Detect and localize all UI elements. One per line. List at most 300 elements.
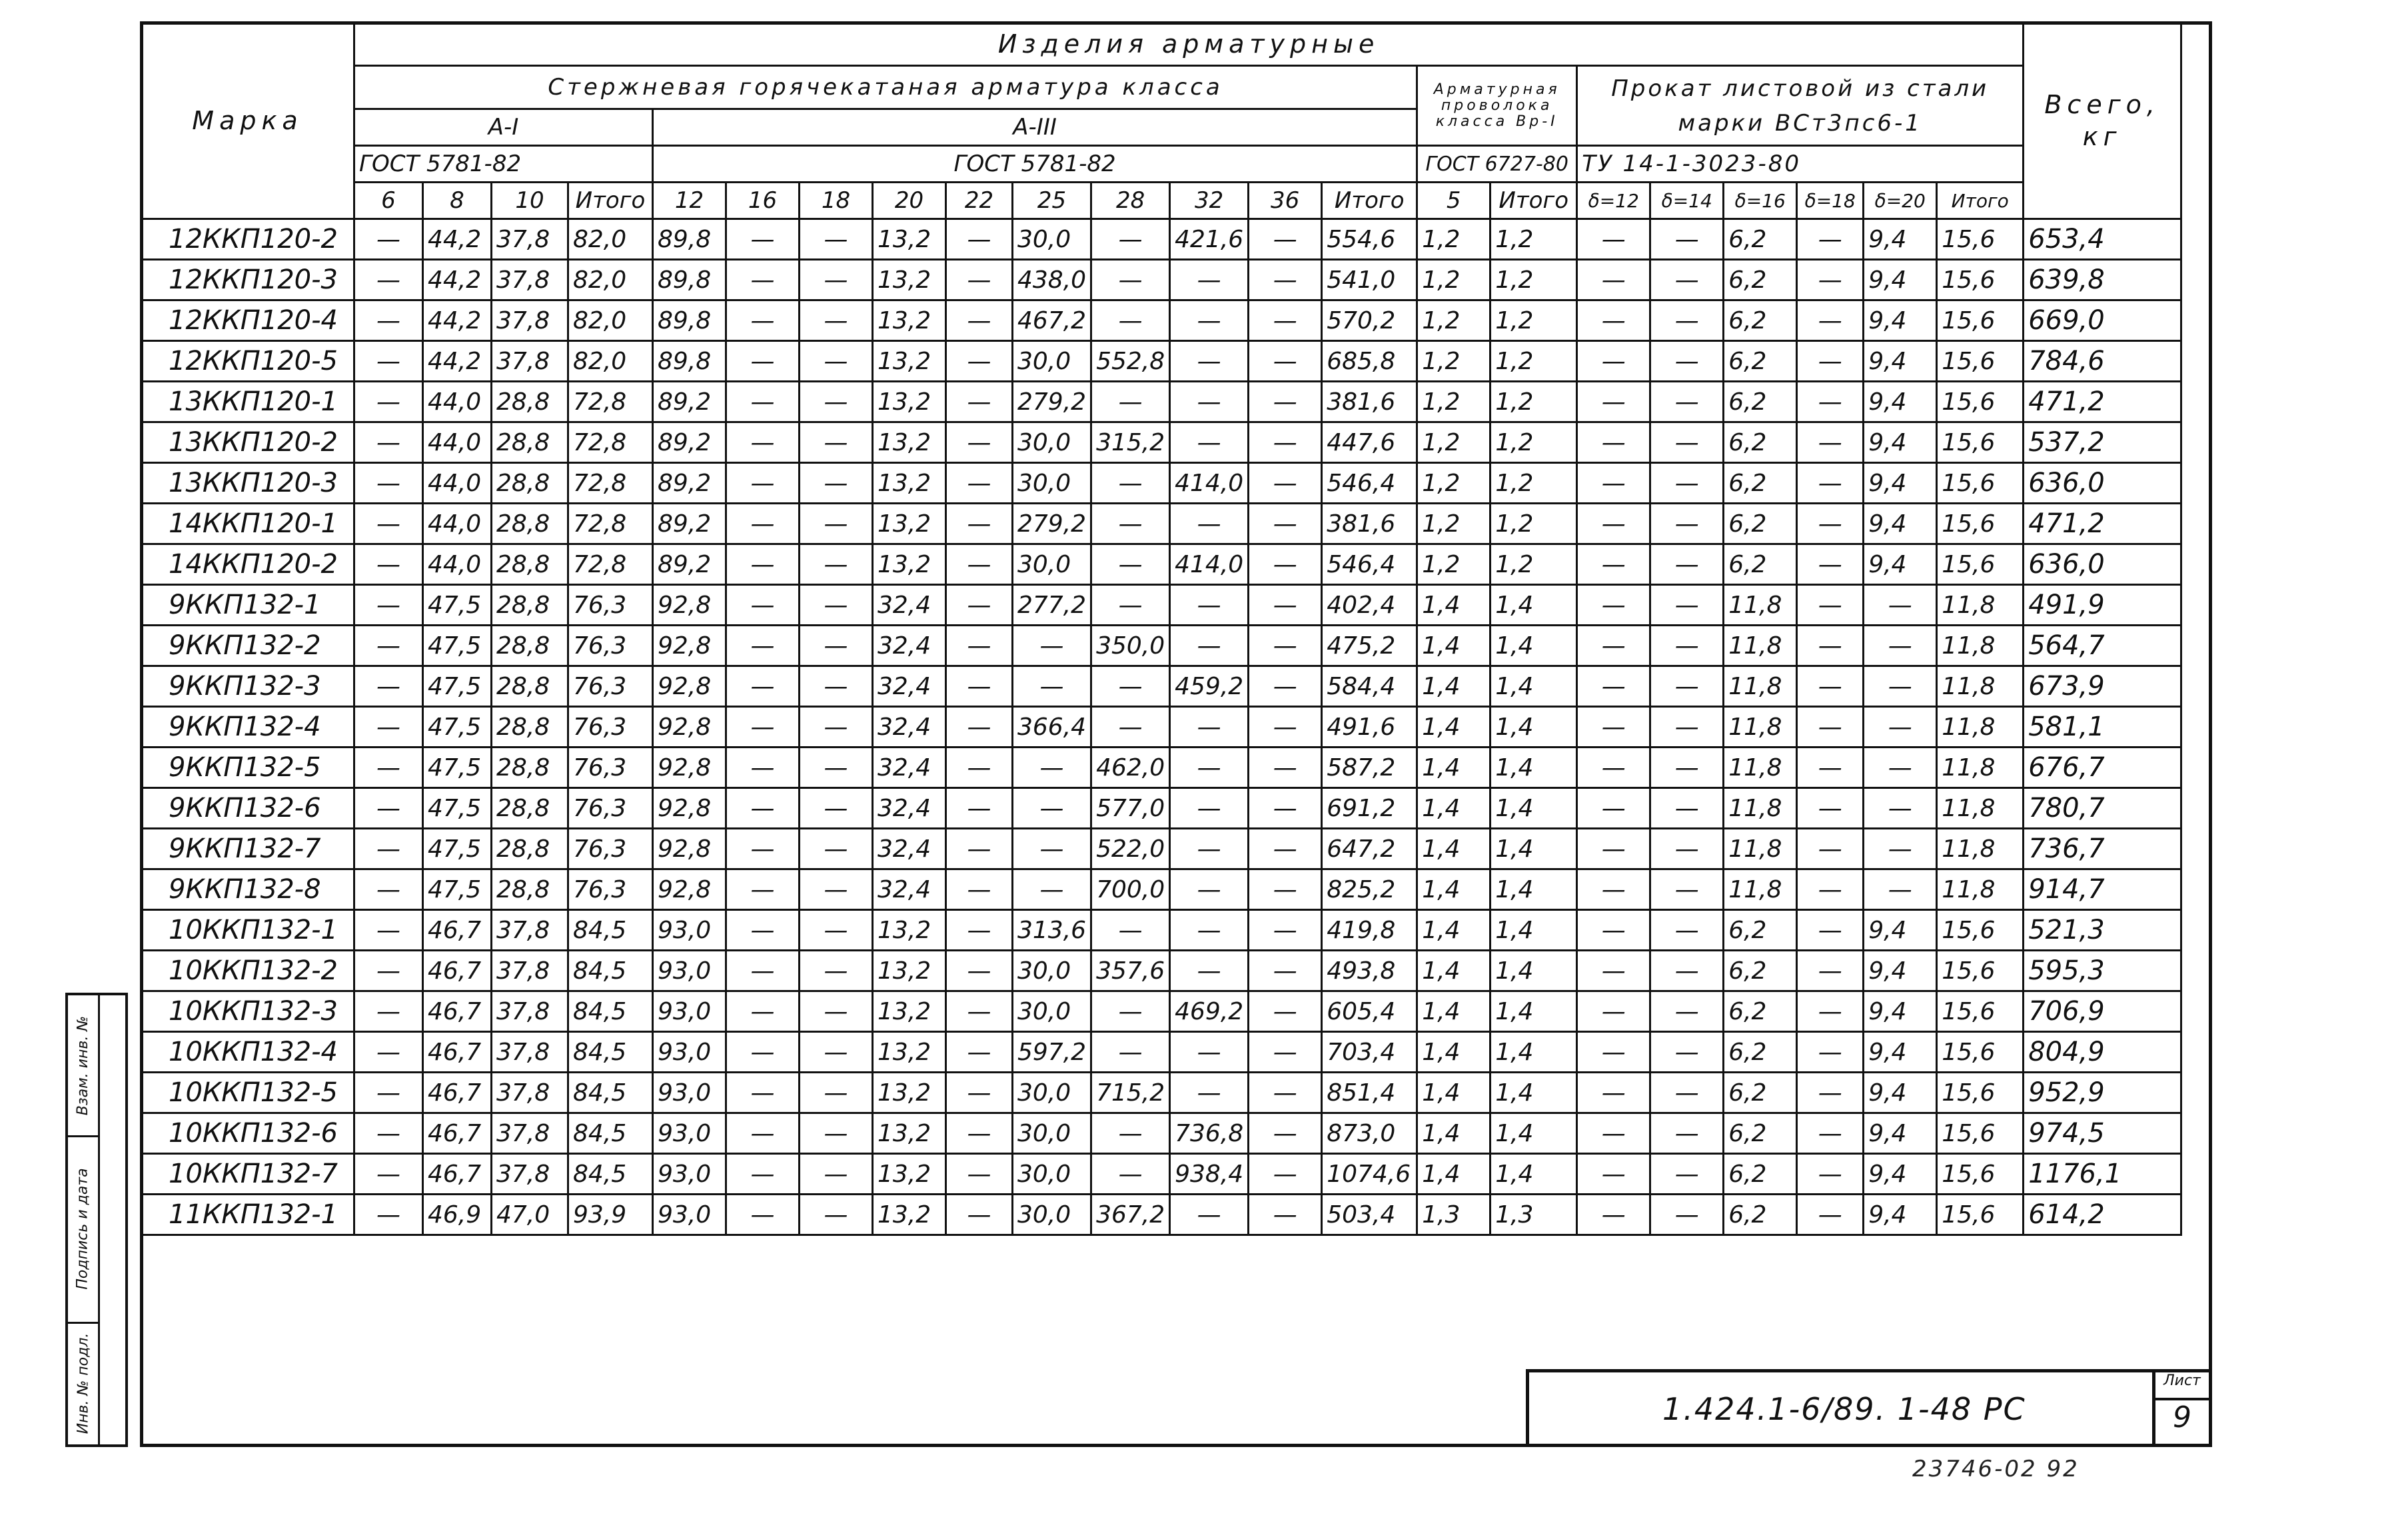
column-header-wire-1: Итого [1491, 183, 1577, 219]
column-header-a3-5: 25 [1013, 183, 1091, 219]
table-row [141, 422, 2181, 463]
table-cell: 1,2 [1417, 382, 1491, 422]
table-cell: 47,5 [423, 748, 492, 788]
table-cell: — [1249, 748, 1322, 788]
table-cell: — [946, 260, 1013, 300]
table-cell: 447,6 [1322, 422, 1417, 463]
row-total-kg: 804,9 [2024, 1032, 2181, 1073]
row-total-kg: 914,7 [2024, 869, 2181, 910]
table-cell: 72,8 [568, 504, 653, 544]
table-cell: — [1091, 991, 1170, 1032]
table-cell: 89,8 [653, 260, 726, 300]
table-cell: 84,5 [568, 1032, 653, 1073]
table-cell: 32,4 [873, 626, 946, 666]
table-cell: 736,8 [1170, 1113, 1249, 1154]
table-cell: — [1091, 544, 1170, 585]
side-approval-stamp [65, 993, 128, 1447]
row-marka: 9ККП132-6 [141, 788, 354, 829]
header-gost-a1: ГОСТ 5781-82 [354, 146, 653, 183]
table-cell: — [1170, 869, 1249, 910]
table-cell: — [800, 666, 873, 707]
table-cell: — [800, 829, 873, 869]
table-cell: 414,0 [1170, 463, 1249, 504]
table-cell: — [1249, 951, 1322, 991]
row-marka: 9ККП132-4 [141, 707, 354, 748]
table-cell: 84,5 [568, 991, 653, 1032]
table-cell: — [800, 585, 873, 626]
table-cell: — [1650, 788, 1724, 829]
table-cell: 76,3 [568, 707, 653, 748]
table-cell: 15,6 [1937, 544, 2024, 585]
table-cell: 1,4 [1491, 910, 1577, 951]
table-cell: — [1797, 422, 1864, 463]
table-cell: 15,6 [1937, 260, 2024, 300]
table-row [141, 951, 2181, 991]
table-cell: — [1797, 991, 1864, 1032]
table-cell: — [354, 1195, 423, 1235]
table-cell: 1,4 [1491, 1073, 1577, 1113]
column-header-a1-3: Итого [568, 183, 653, 219]
table-cell: — [354, 504, 423, 544]
archive-number: 23746-02 92 [1912, 1456, 2080, 1482]
column-header-plate-1: δ=14 [1650, 183, 1724, 219]
table-cell: 15,6 [1937, 341, 2024, 382]
table-cell: 89,8 [653, 300, 726, 341]
table-cell: 1,4 [1417, 748, 1491, 788]
table-cell: 46,7 [423, 1113, 492, 1154]
table-cell: — [1650, 504, 1724, 544]
table-cell: 76,3 [568, 748, 653, 788]
table-cell: — [1249, 300, 1322, 341]
table-cell: — [946, 1154, 1013, 1195]
title-block [1526, 1369, 2212, 1447]
row-marka: 9ККП132-2 [141, 626, 354, 666]
table-cell: — [1170, 300, 1249, 341]
table-cell: — [1577, 1154, 1650, 1195]
table-row [141, 869, 2181, 910]
table-cell: 6,2 [1724, 300, 1797, 341]
table-cell: 44,0 [423, 504, 492, 544]
table-cell: — [1650, 463, 1724, 504]
table-cell: 37,8 [492, 991, 568, 1032]
row-marka: 11ККП132-1 [141, 1195, 354, 1235]
table-cell: 277,2 [1013, 585, 1091, 626]
table-cell: — [1797, 1113, 1864, 1154]
row-total-kg: 673,9 [2024, 666, 2181, 707]
row-total-kg: 669,0 [2024, 300, 2181, 341]
table-cell: 82,0 [568, 260, 653, 300]
table-cell: 9,4 [1864, 300, 1937, 341]
table-cell: 13,2 [873, 951, 946, 991]
column-header-plate-5: Итого [1937, 183, 2024, 219]
table-cell: — [1249, 422, 1322, 463]
table-cell: — [800, 1032, 873, 1073]
table-row [141, 788, 2181, 829]
row-total-kg: 780,7 [2024, 788, 2181, 829]
table-cell: — [946, 382, 1013, 422]
table-row [141, 1195, 2181, 1235]
table-cell: — [726, 910, 800, 951]
table-cell: 30,0 [1013, 1195, 1091, 1235]
table-cell: — [1650, 1195, 1724, 1235]
table-cell: 32,4 [873, 829, 946, 869]
table-cell: 1,2 [1491, 544, 1577, 585]
table-cell: — [1249, 1113, 1322, 1154]
table-cell: — [1577, 463, 1650, 504]
table-cell: 9,4 [1864, 260, 1937, 300]
table-row [141, 1113, 2181, 1154]
table-cell: 30,0 [1013, 463, 1091, 504]
table-cell: 37,8 [492, 1154, 568, 1195]
table-cell: 89,2 [653, 463, 726, 504]
table-cell: 13,2 [873, 219, 946, 260]
table-cell: 9,4 [1864, 910, 1937, 951]
table-cell: 462,0 [1091, 748, 1170, 788]
table-cell: — [1170, 707, 1249, 748]
table-cell: — [1797, 585, 1864, 626]
table-cell: — [800, 219, 873, 260]
table-cell: — [1650, 341, 1724, 382]
table-cell: 11,8 [1724, 829, 1797, 869]
table-cell: — [1650, 260, 1724, 300]
table-cell: — [1091, 219, 1170, 260]
table-cell: 1,2 [1491, 463, 1577, 504]
table-cell: — [800, 910, 873, 951]
table-cell: 9,4 [1864, 1195, 1937, 1235]
column-header-a3-7: 32 [1170, 183, 1249, 219]
table-cell: 89,8 [653, 219, 726, 260]
table-cell: 647,2 [1322, 829, 1417, 869]
table-cell: 491,6 [1322, 707, 1417, 748]
table-cell: — [1249, 341, 1322, 382]
header-rod-group: Стержневая горячекатаная арматура класса [354, 66, 1417, 109]
table-cell: — [1577, 748, 1650, 788]
table-cell: — [946, 544, 1013, 585]
table-cell: 92,8 [653, 869, 726, 910]
table-cell: 1,4 [1491, 585, 1577, 626]
table-cell: 493,8 [1322, 951, 1417, 991]
table-cell: 6,2 [1724, 910, 1797, 951]
table-cell: 92,8 [653, 707, 726, 748]
table-cell: 1,2 [1491, 341, 1577, 382]
table-cell: — [946, 666, 1013, 707]
table-cell: 279,2 [1013, 504, 1091, 544]
table-cell: 703,4 [1322, 1032, 1417, 1073]
table-cell: 30,0 [1013, 422, 1091, 463]
table-cell: 93,0 [653, 910, 726, 951]
spec-table-body [141, 219, 2181, 1235]
table-cell: — [726, 788, 800, 829]
row-marka: 10ККП132-7 [141, 1154, 354, 1195]
column-header-plate-0: δ=12 [1577, 183, 1650, 219]
table-row [141, 341, 2181, 382]
side-stamp-cell-replaced [68, 995, 98, 1137]
table-cell: — [1013, 788, 1091, 829]
table-row [141, 382, 2181, 422]
table-cell: — [946, 1032, 1013, 1073]
table-row [141, 1154, 2181, 1195]
table-cell: — [1650, 300, 1724, 341]
table-cell: — [800, 1154, 873, 1195]
table-cell: 76,3 [568, 829, 653, 869]
table-cell: — [1577, 829, 1650, 869]
table-cell: 37,8 [492, 1073, 568, 1113]
header-marka: Марка [141, 23, 354, 219]
table-cell: 315,2 [1091, 422, 1170, 463]
table-cell: — [726, 463, 800, 504]
table-cell: 584,4 [1322, 666, 1417, 707]
header-plate-tu: ТУ 14-1-3023-80 [1577, 146, 2024, 183]
table-cell: — [1650, 707, 1724, 748]
table-cell: — [946, 219, 1013, 260]
table-cell: 13,2 [873, 300, 946, 341]
table-cell: 32,4 [873, 788, 946, 829]
rebar-spec-table [140, 21, 2182, 1236]
table-cell: — [1091, 300, 1170, 341]
table-cell: 32,4 [873, 707, 946, 748]
table-cell: — [1650, 1073, 1724, 1113]
table-cell: — [1650, 626, 1724, 666]
table-cell: — [1650, 422, 1724, 463]
table-cell: — [1249, 1032, 1322, 1073]
table-cell: 597,2 [1013, 1032, 1091, 1073]
header-plate-group: Прокат листовой из стали марки ВСт3пс6-1 [1577, 66, 2024, 146]
table-cell: 6,2 [1724, 951, 1797, 991]
row-marka: 13ККП120-1 [141, 382, 354, 422]
table-row [141, 910, 2181, 951]
table-cell: 9,4 [1864, 951, 1937, 991]
table-cell: 13,2 [873, 1154, 946, 1195]
table-cell: 577,0 [1091, 788, 1170, 829]
table-cell: — [1650, 748, 1724, 788]
table-cell: 37,8 [492, 1113, 568, 1154]
table-cell: 84,5 [568, 951, 653, 991]
table-cell: 421,6 [1170, 219, 1249, 260]
table-cell: — [1013, 829, 1091, 869]
table-cell: 47,5 [423, 666, 492, 707]
table-cell: 554,6 [1322, 219, 1417, 260]
table-cell: 1,4 [1417, 829, 1491, 869]
table-cell: 1,4 [1417, 1032, 1491, 1073]
table-cell: 30,0 [1013, 951, 1091, 991]
table-cell: — [946, 341, 1013, 382]
table-cell: 30,0 [1013, 341, 1091, 382]
table-cell: 11,8 [1937, 788, 2024, 829]
row-marka: 12ККП120-5 [141, 341, 354, 382]
table-cell: 13,2 [873, 422, 946, 463]
table-cell: 28,8 [492, 422, 568, 463]
table-cell: 1,4 [1417, 1154, 1491, 1195]
table-cell: — [800, 1113, 873, 1154]
table-cell: — [726, 1113, 800, 1154]
table-cell: 9,4 [1864, 382, 1937, 422]
table-row [141, 463, 2181, 504]
table-cell: 1,2 [1491, 260, 1577, 300]
table-cell: 13,2 [873, 544, 946, 585]
table-cell: — [354, 300, 423, 341]
table-cell: 93,0 [653, 991, 726, 1032]
table-cell: 605,4 [1322, 991, 1417, 1032]
table-cell: 28,8 [492, 666, 568, 707]
table-cell: — [726, 260, 800, 300]
header-total-kg: Всего, кг [2024, 23, 2181, 219]
header-wire-gost: ГОСТ 6727-80 [1417, 146, 1577, 183]
table-row [141, 219, 2181, 260]
table-cell: — [1650, 991, 1724, 1032]
table-cell: — [354, 869, 423, 910]
table-cell: — [1797, 341, 1864, 382]
table-cell: 1,3 [1417, 1195, 1491, 1235]
table-cell: 28,8 [492, 463, 568, 504]
table-cell: 570,2 [1322, 300, 1417, 341]
table-cell: 15,6 [1937, 910, 2024, 951]
table-cell: — [1091, 585, 1170, 626]
table-cell: 72,8 [568, 463, 653, 504]
table-cell: — [1577, 422, 1650, 463]
table-cell: — [1864, 788, 1937, 829]
table-cell: — [1091, 1154, 1170, 1195]
table-cell: — [1249, 463, 1322, 504]
sheet-number-box [2152, 1372, 2209, 1444]
table-cell: 6,2 [1724, 544, 1797, 585]
table-cell: 93,0 [653, 1113, 726, 1154]
column-header-plate-3: δ=18 [1797, 183, 1864, 219]
table-cell: — [1864, 869, 1937, 910]
table-cell: 84,5 [568, 910, 653, 951]
table-cell: 1,2 [1417, 504, 1491, 544]
table-cell: 381,6 [1322, 382, 1417, 422]
table-cell: — [946, 1195, 1013, 1235]
table-cell: — [1797, 869, 1864, 910]
row-total-kg: 471,2 [2024, 504, 2181, 544]
row-total-kg: 564,7 [2024, 626, 2181, 666]
table-cell: 6,2 [1724, 504, 1797, 544]
table-cell: — [1170, 504, 1249, 544]
table-cell: 6,2 [1724, 219, 1797, 260]
table-cell: 691,2 [1322, 788, 1417, 829]
header-wire-group: Арматурная проволока класса Вр-I [1417, 66, 1577, 146]
table-cell: 419,8 [1322, 910, 1417, 951]
table-cell: — [726, 626, 800, 666]
table-cell: 76,3 [568, 585, 653, 626]
row-total-kg: 784,6 [2024, 341, 2181, 382]
table-cell: 1,4 [1491, 829, 1577, 869]
table-cell: 11,8 [1937, 707, 2024, 748]
table-cell: 44,0 [423, 463, 492, 504]
table-cell: 9,4 [1864, 463, 1937, 504]
table-cell: — [354, 463, 423, 504]
table-cell: — [1797, 951, 1864, 991]
table-cell: — [1650, 585, 1724, 626]
table-cell: — [1577, 504, 1650, 544]
table-cell: — [800, 300, 873, 341]
table-cell: — [726, 991, 800, 1032]
table-cell: 44,2 [423, 300, 492, 341]
table-cell: 1,4 [1417, 1073, 1491, 1113]
table-cell: — [1650, 382, 1724, 422]
table-cell: — [800, 1073, 873, 1113]
row-marka: 13ККП120-3 [141, 463, 354, 504]
table-cell: — [354, 260, 423, 300]
side-stamp-values [100, 995, 125, 1444]
table-cell: — [946, 788, 1013, 829]
table-cell: 1,4 [1417, 991, 1491, 1032]
table-cell: — [1170, 382, 1249, 422]
table-cell: 541,0 [1322, 260, 1417, 300]
table-cell: — [1013, 666, 1091, 707]
table-cell: 28,8 [492, 788, 568, 829]
table-cell: 1,4 [1491, 707, 1577, 748]
table-cell: — [800, 951, 873, 991]
table-cell: 84,5 [568, 1073, 653, 1113]
table-cell: 9,4 [1864, 219, 1937, 260]
table-cell: — [726, 544, 800, 585]
table-cell: 11,8 [1724, 626, 1797, 666]
table-cell: 30,0 [1013, 991, 1091, 1032]
table-cell: — [800, 422, 873, 463]
table-cell: 1,4 [1491, 991, 1577, 1032]
table-cell: 15,6 [1937, 422, 2024, 463]
table-cell: 46,7 [423, 1154, 492, 1195]
table-cell: — [1577, 585, 1650, 626]
table-cell: — [946, 1113, 1013, 1154]
table-cell: 46,7 [423, 1032, 492, 1073]
table-cell: 89,2 [653, 382, 726, 422]
table-cell: 15,6 [1937, 1113, 2024, 1154]
row-marka: 9ККП132-5 [141, 748, 354, 788]
table-cell: — [1249, 260, 1322, 300]
table-cell: 37,8 [492, 260, 568, 300]
table-cell: — [1091, 260, 1170, 300]
table-cell: 1,2 [1491, 504, 1577, 544]
table-cell: — [800, 382, 873, 422]
table-cell: — [1249, 991, 1322, 1032]
table-cell: — [946, 829, 1013, 869]
table-cell: 715,2 [1091, 1073, 1170, 1113]
row-marka: 10ККП132-4 [141, 1032, 354, 1073]
table-cell: 9,4 [1864, 341, 1937, 382]
table-cell: — [726, 300, 800, 341]
table-cell: 37,8 [492, 300, 568, 341]
table-cell: — [946, 1073, 1013, 1113]
row-total-kg: 491,9 [2024, 585, 2181, 626]
row-marka: 13ККП120-2 [141, 422, 354, 463]
row-total-kg: 581,1 [2024, 707, 2181, 748]
row-total-kg: 471,2 [2024, 382, 2181, 422]
table-cell: 1,4 [1417, 1113, 1491, 1154]
side-stamp-replaced-inv: Взам. инв. № [75, 1015, 91, 1115]
table-cell: 9,4 [1864, 1073, 1937, 1113]
table-cell: 82,0 [568, 219, 653, 260]
table-cell: — [1013, 869, 1091, 910]
table-cell: 357,6 [1091, 951, 1170, 991]
table-cell: 11,8 [1724, 707, 1797, 748]
column-header-plate-4: δ=20 [1864, 183, 1937, 219]
row-total-kg: 595,3 [2024, 951, 2181, 991]
table-cell: 6,2 [1724, 422, 1797, 463]
table-cell: — [946, 422, 1013, 463]
table-cell: — [1797, 504, 1864, 544]
row-marka: 10ККП132-6 [141, 1113, 354, 1154]
row-total-kg: 974,5 [2024, 1113, 2181, 1154]
table-cell: 30,0 [1013, 544, 1091, 585]
row-total-kg: 1176,1 [2024, 1154, 2181, 1195]
table-cell: 37,8 [492, 951, 568, 991]
row-marka: 12ККП120-2 [141, 219, 354, 260]
table-cell: — [1797, 260, 1864, 300]
table-cell: — [1797, 300, 1864, 341]
table-cell: 11,8 [1937, 626, 2024, 666]
